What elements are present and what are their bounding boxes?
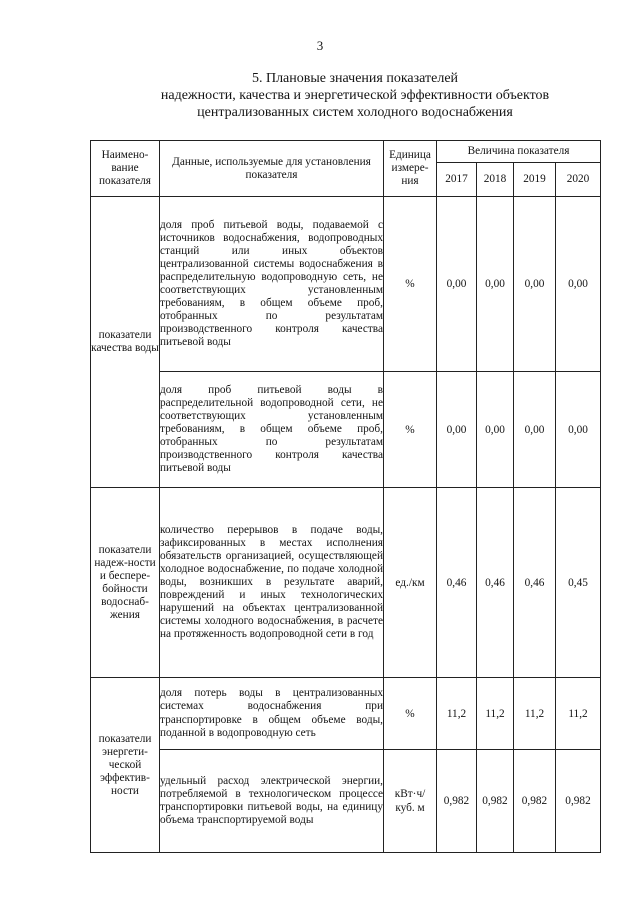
value-cell: 0,00 xyxy=(477,197,514,372)
category-cell: показатели энергети-ческой эффектив-ности xyxy=(91,678,160,853)
value-cell: 0,00 xyxy=(514,197,556,372)
value-cell: 0,00 xyxy=(556,197,601,372)
header-data: Данные, используемые для установления показателя xyxy=(160,141,384,197)
header-year: 2020 xyxy=(556,163,601,197)
unit-cell: % xyxy=(384,678,437,750)
category-cell: показатели качества воды xyxy=(91,197,160,488)
value-cell: 0,982 xyxy=(437,750,477,853)
header-unit: Единица измере-ния xyxy=(384,141,437,197)
value-cell: 0,45 xyxy=(556,488,601,678)
title-line-2: надежности, качества и энергетической эффективности объектов xyxy=(160,88,550,103)
unit-cell: % xyxy=(384,372,437,488)
description-cell: удельный расход электрической энергии, потребляемой в технологическом процессе транспортировки питьевой воды, на единицу объема транспортируемой воды xyxy=(160,750,384,853)
header-year: 2018 xyxy=(477,163,514,197)
value-cell: 11,2 xyxy=(556,678,601,750)
header-row xyxy=(91,141,601,163)
value-cell: 0,00 xyxy=(437,372,477,488)
title-line-3: централизованных систем холодного водоснабжения xyxy=(197,105,513,120)
value-cell: 0,982 xyxy=(477,750,514,853)
title-line-1: 5. Плановые значения показателей xyxy=(251,71,459,86)
value-cell: 0,00 xyxy=(477,372,514,488)
header-year: 2017 xyxy=(437,163,477,197)
category-cell: показатели надеж-ности и беспере-бойности водоснаб-жения xyxy=(91,488,160,678)
value-cell: 0,00 xyxy=(514,372,556,488)
page-number: 3 xyxy=(316,38,324,53)
value-cell: 0,00 xyxy=(556,372,601,488)
value-cell: 0,46 xyxy=(477,488,514,678)
table-row xyxy=(91,678,601,750)
value-cell: 0,46 xyxy=(437,488,477,678)
header-year: 2019 xyxy=(514,163,556,197)
table-row xyxy=(91,750,601,853)
indicators-table xyxy=(90,140,601,853)
value-cell: 0,46 xyxy=(514,488,556,678)
unit-cell: кВт·ч/ куб. м xyxy=(384,750,437,853)
value-cell: 0,00 xyxy=(437,197,477,372)
unit-cell: ед./км xyxy=(384,488,437,678)
value-cell: 0,982 xyxy=(556,750,601,853)
table-row xyxy=(91,488,601,678)
description-cell: доля проб питьевой воды в распределительной водопроводной сети, не соответствующих установленным требованиям, в общем объеме проб, отобранных по результатам производственного контроля качества питьевой воды xyxy=(160,372,384,488)
value-cell: 0,982 xyxy=(514,750,556,853)
value-cell: 11,2 xyxy=(477,678,514,750)
description-cell: доля проб питьевой воды, подаваемой с источников водоснабжения, водопроводных станций или иных объектов централизованной системы водоснабжения в распределительную водопроводную сеть, не соответствующих установленным требованиям, в общем объеме проб, отобранных по результатам производственного контроля качества питьевой воды xyxy=(160,197,384,372)
unit-cell: % xyxy=(384,197,437,372)
table-row xyxy=(91,197,601,372)
description-cell: доля потерь воды в централизованных системах водоснабжения при транспортировке в общем объеме воды, поданной в водопроводную сеть xyxy=(160,678,384,750)
description-cell: количество перерывов в подаче воды, зафиксированных в местах исполнения обязательств организацией, осуществляющей холодное водоснабжение, по подаче холодной воды, возникших в результате аварий, повреждений и иных технологических нарушений на объектах централизованной системы холодного водоснабжения, в расчете на протяженность водопроводной сети в год xyxy=(160,488,384,678)
header-value: Величина показателя xyxy=(437,141,601,163)
table-row xyxy=(91,372,601,488)
value-cell: 11,2 xyxy=(514,678,556,750)
value-cell: 11,2 xyxy=(437,678,477,750)
section-title xyxy=(60,70,640,121)
header-name: Наимено-вание показателя xyxy=(91,141,160,197)
